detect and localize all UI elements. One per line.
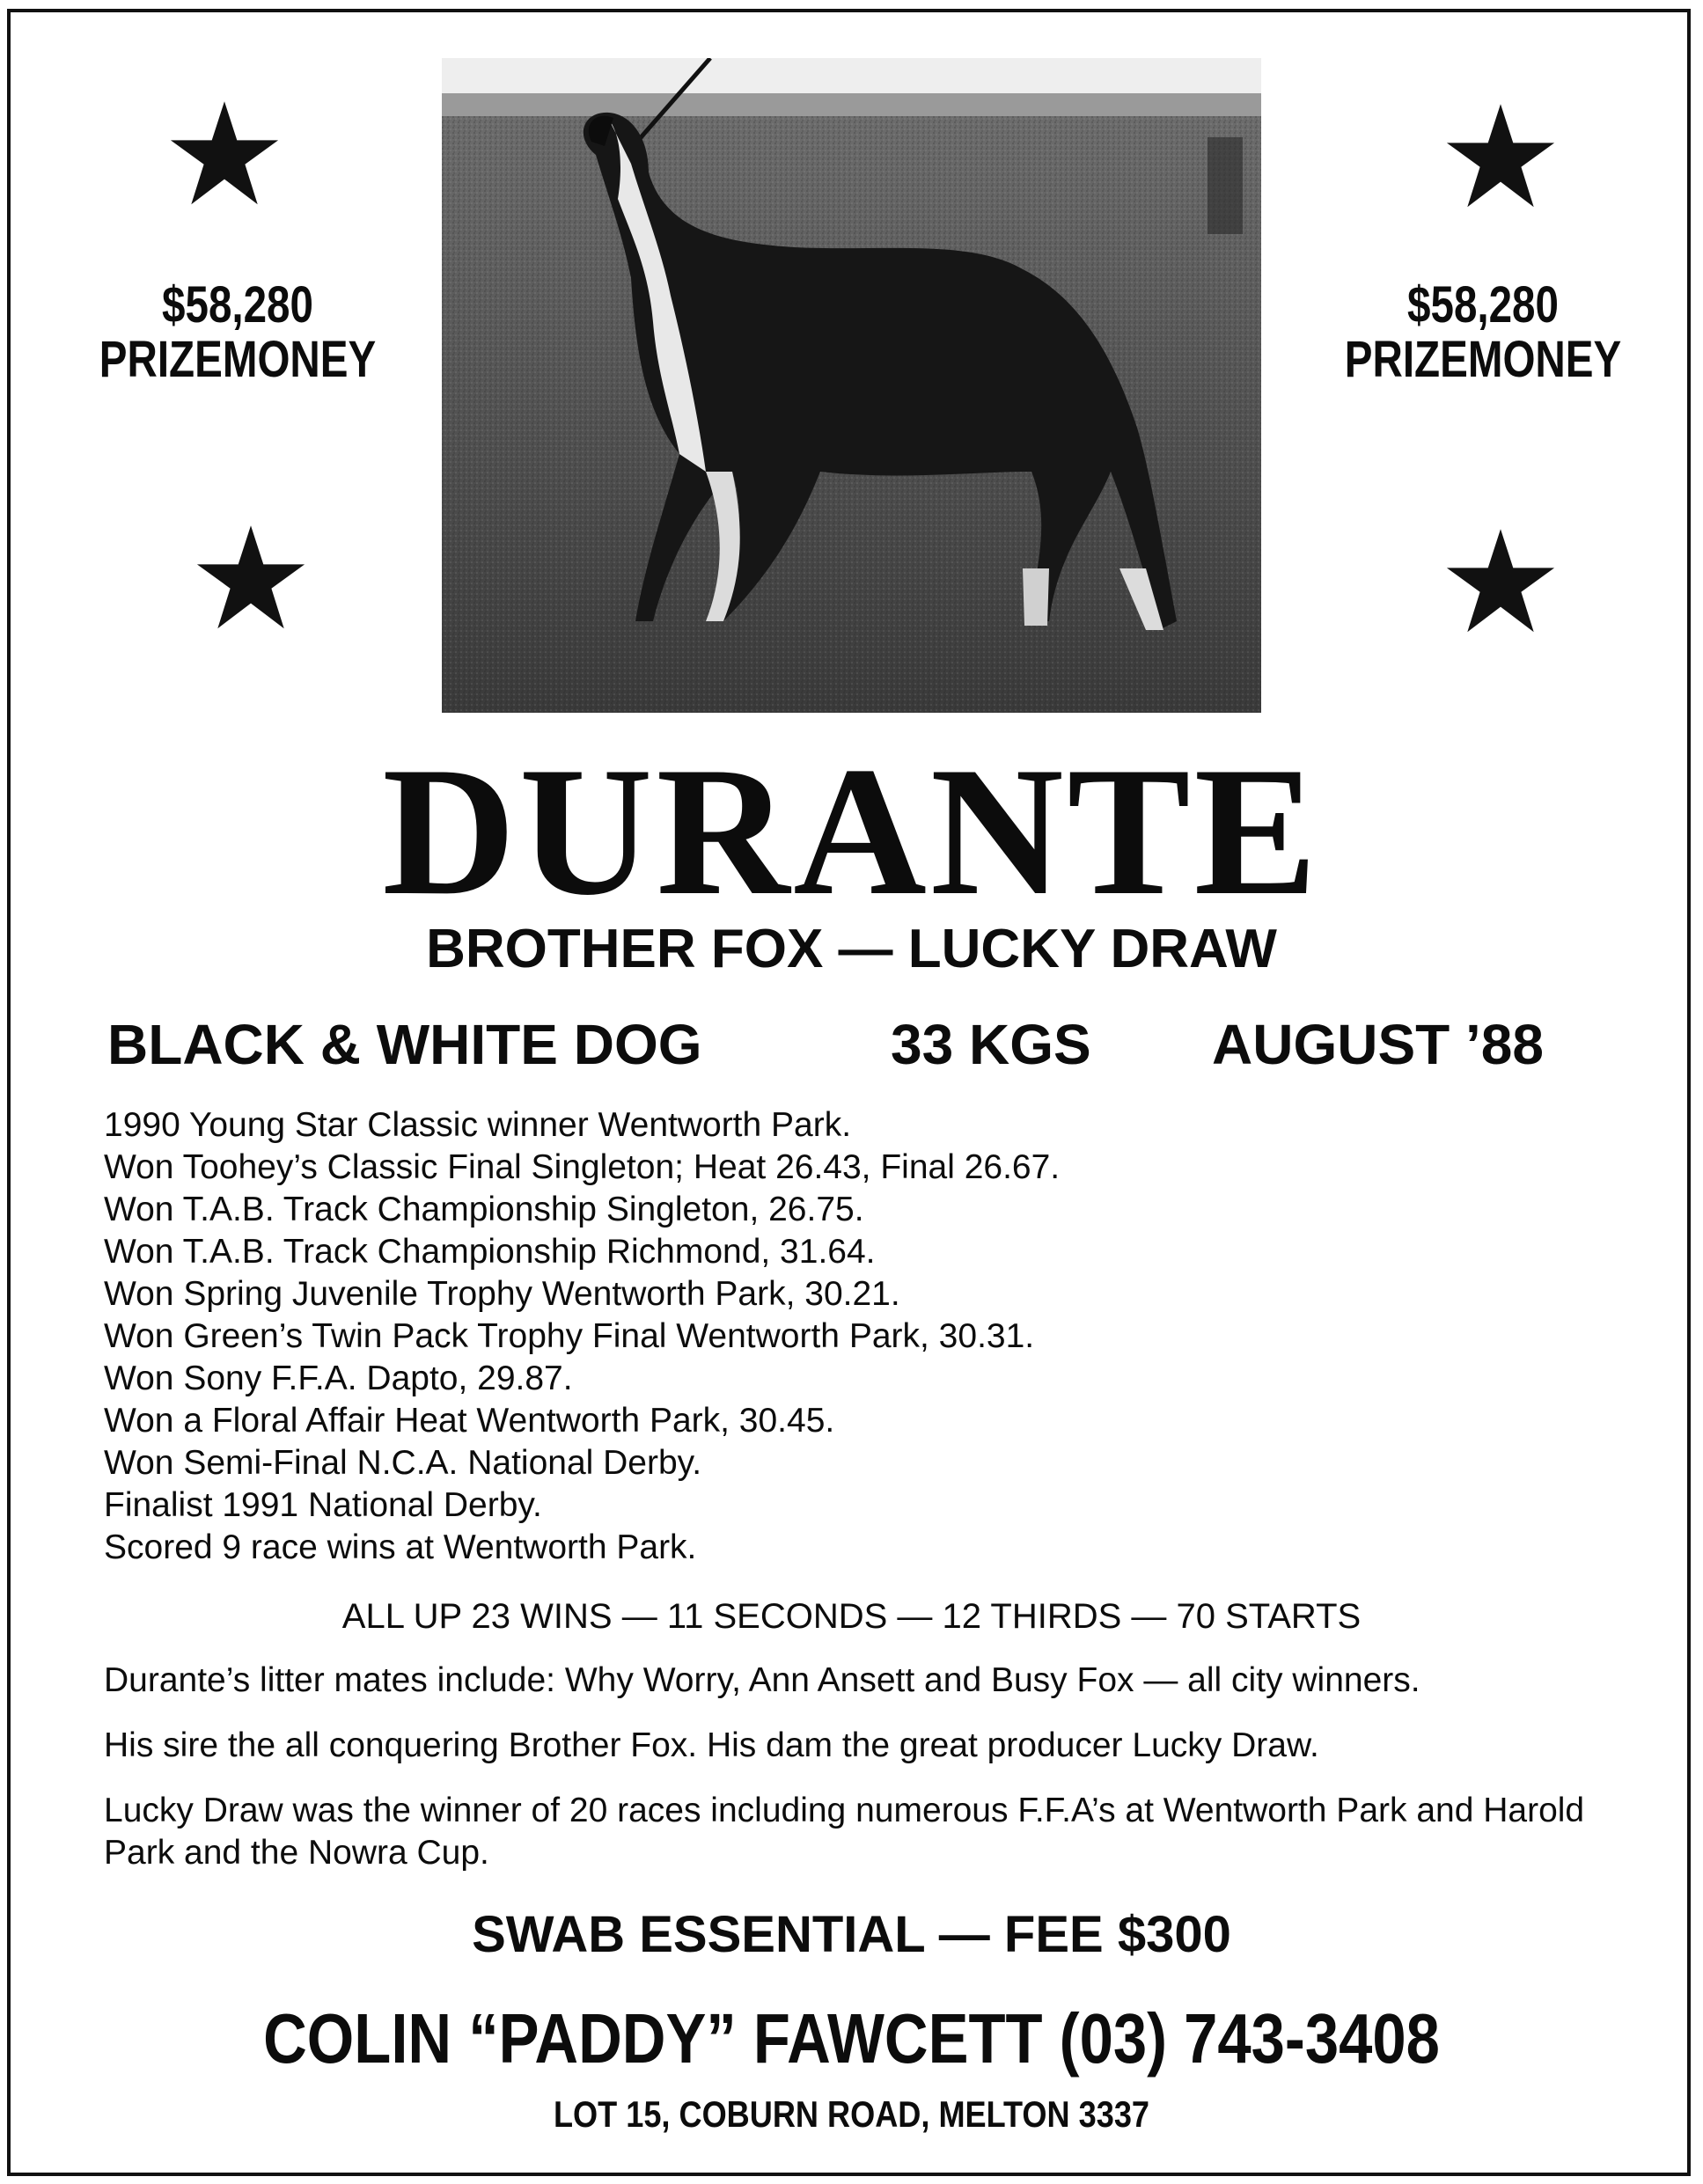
list-item: Won Sony F.F.A. Dapto, 29.87.	[104, 1360, 573, 1397]
prizemoney-left	[93, 278, 382, 387]
address-line: LOT 15, COBURN ROAD, MELTON 3337	[553, 2093, 1150, 2135]
contact-line: COLIN “PADDY” FAWCETT (03) 743-3408	[263, 1999, 1440, 2078]
prizemoney-amount: $58,280	[1407, 276, 1559, 333]
list-item: Won Green’s Twin Pack Trophy Final Wentworth Park, 30.31.	[104, 1317, 1035, 1355]
list-item: Won Semi-Final N.C.A. National Derby.	[104, 1444, 702, 1482]
list-item: Won a Floral Affair Heat Wentworth Park, 30.45.	[104, 1402, 835, 1440]
weight: 33 KGS	[891, 1013, 1091, 1076]
breeding-line: BROTHER FOX — LUCKY DRAW	[426, 919, 1277, 979]
dam-record-paragraph: Lucky Draw was the winner of 20 races including numerous F.F.A’s at Wentworth Park and Harold Park and the Nowra Cup.	[104, 1792, 1585, 1872]
list-item: Scored 9 race wins at Wentworth Park.	[104, 1528, 697, 1566]
swab-fee-line: SWAB ESSENTIAL — FEE $300	[472, 1906, 1231, 1963]
greyhound-photo	[442, 58, 1261, 713]
colour-sex: BLACK & WHITE DOG	[107, 1013, 702, 1076]
star-icon	[1443, 99, 1558, 214]
prizemoney-amount: $58,280	[162, 276, 313, 333]
litter-mates-paragraph: Durante’s litter mates include: Why Worry, Ann Ansett and Busy Fox — all city winners.	[104, 1661, 1420, 1699]
prizemoney-label: PRIZEMONEY	[1344, 331, 1622, 388]
prizemoney-label: PRIZEMONEY	[99, 331, 377, 388]
list-item: Won T.A.B. Track Championship Singleton, 26.75.	[104, 1191, 864, 1228]
list-item: 1990 Young Star Classic winner Wentworth Park.	[104, 1106, 852, 1144]
list-item: Won Spring Juvenile Trophy Wentworth Park, 30.21.	[104, 1275, 900, 1313]
race-record-list	[104, 1104, 1060, 1569]
star-icon	[194, 521, 308, 635]
sire-dam-paragraph: His sire the all conquering Brother Fox. His dam the great producer Lucky Draw.	[104, 1726, 1319, 1764]
dog-name-title: DURANTE	[382, 729, 1321, 934]
list-item: Finalist 1991 National Derby.	[104, 1486, 542, 1524]
list-item: Won T.A.B. Track Championship Richmond, 31.64.	[104, 1233, 876, 1271]
list-item: Won Toohey’s Classic Final Singleton; Heat 26.43, Final 26.67.	[104, 1148, 1061, 1186]
star-icon	[1443, 524, 1558, 639]
star-icon	[167, 97, 282, 211]
career-summary: ALL UP 23 WINS — 11 SECONDS — 12 THIRDS — 70 STARTS	[341, 1597, 1362, 1636]
whelped-date: AUGUST ’88	[1212, 1013, 1544, 1076]
prizemoney-right	[1339, 278, 1627, 387]
